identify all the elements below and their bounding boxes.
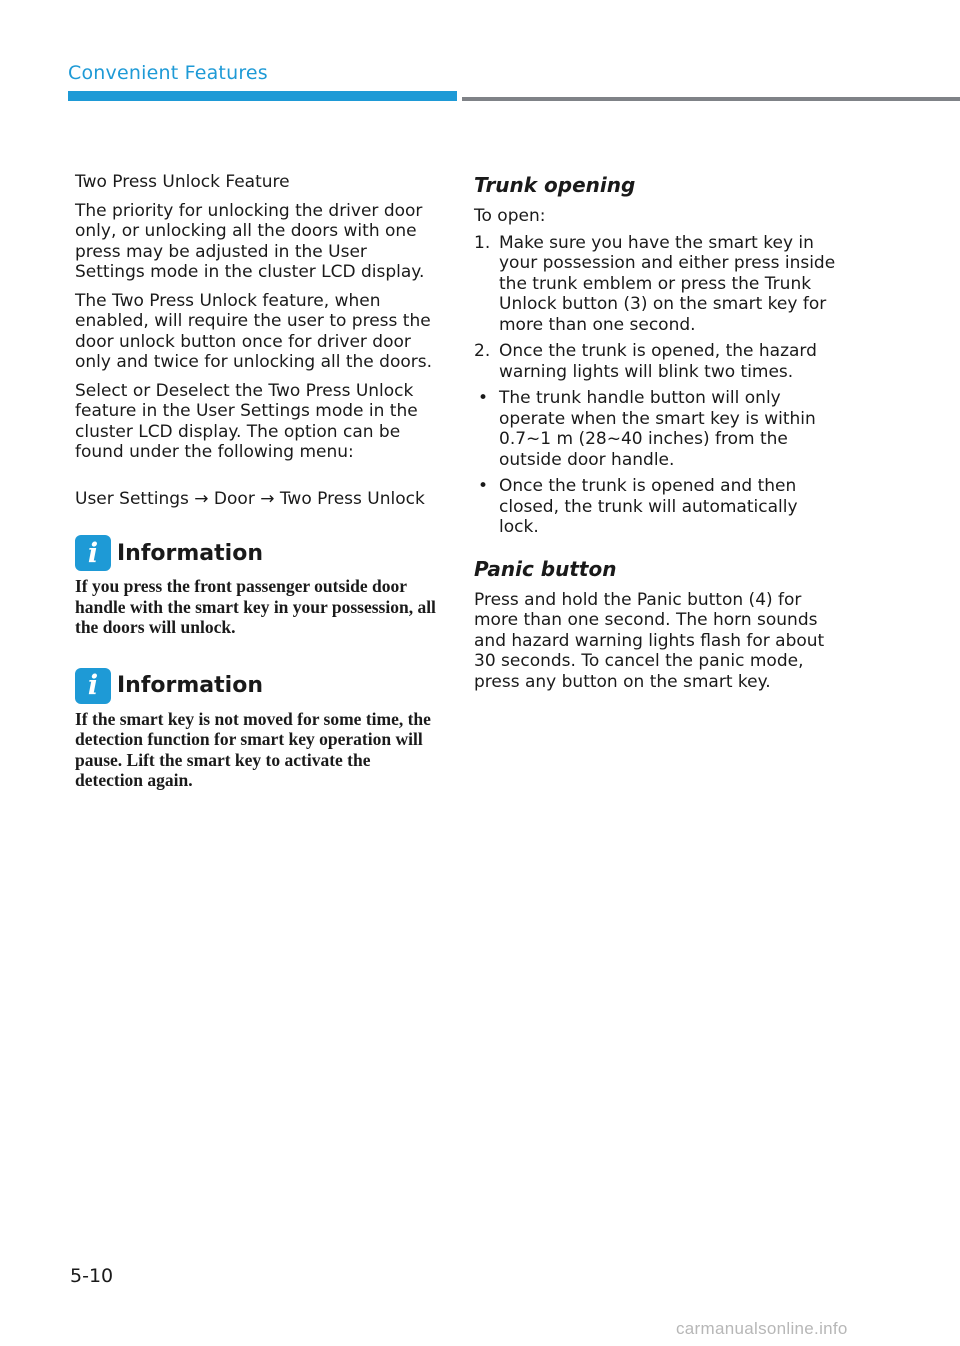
page-number: 5-10: [70, 1265, 114, 1287]
right-column: [474, 172, 839, 692]
step-text: Make sure you have the smart key in your possession and either press inside the trunk emblem or press the Trunk Unlock button (3) on the smart key for more than one second.: [499, 232, 836, 335]
bullet-mark: •: [478, 476, 489, 496]
info-icon: i: [75, 668, 111, 704]
bullet-item: [474, 476, 839, 538]
information-box: [75, 535, 437, 638]
step-number: 2.: [474, 341, 491, 361]
bullet-text: The trunk handle button will only operate when the smart key is within 0.7~1 m (28~40 inches) from the outside door handle.: [499, 388, 816, 470]
information-title: Information: [117, 673, 263, 698]
information-box: [75, 668, 437, 791]
information-body: If the smart key is not moved for some time, the detection function for smart key operation will pause. Lift the smart key to activate the detection again.: [75, 708, 431, 790]
information-header: [75, 535, 437, 571]
header-rule-accent: [68, 91, 457, 101]
information-body: If you press the front passenger outside door handle with the smart key in your possession, all the doors will unlock.: [75, 576, 436, 637]
step-text: Once the trunk is opened, the hazard warning lights will blink two times.: [499, 341, 817, 382]
menu-path: User Settings → Door → Two Press Unlock: [75, 488, 425, 509]
watermark: carmanualsonline.info: [676, 1319, 848, 1338]
paragraph: Select or Deselect the Two Press Unlock feature in the User Settings mode in the cluster LCD display. The option can be found under the following menu:: [75, 380, 418, 462]
bullet-text: Once the trunk is opened and then closed, the trunk will automatically lock.: [499, 476, 798, 537]
information-header: [75, 668, 437, 704]
numbered-step: [474, 341, 839, 382]
bullet-item: [474, 388, 839, 470]
step-number: 1.: [474, 232, 491, 253]
panic-button-heading: Panic button: [474, 556, 617, 581]
numbered-step: [474, 233, 839, 336]
section-title: Convenient Features: [68, 62, 268, 84]
trunk-intro: To open:: [474, 206, 546, 226]
left-column: [75, 172, 437, 791]
bullet-mark: •: [478, 388, 489, 408]
info-icon: i: [75, 535, 111, 571]
information-title: Information: [117, 540, 263, 566]
trunk-opening-heading: Trunk opening: [474, 173, 636, 197]
feature-title: Two Press Unlock Feature: [75, 172, 290, 192]
header-rule: [462, 97, 960, 101]
paragraph: The priority for unlocking the driver door only, or unlocking all the doors with one press may be adjusted in the User Settings mode in the cluster LCD display.: [75, 200, 425, 282]
panic-button-body: Press and hold the Panic button (4) for more than one second. The horn sounds and hazard warning lights flash for about 30 seconds. To cancel the panic mode, press any button on the smart key.: [474, 589, 825, 692]
paragraph: The Two Press Unlock feature, when enabled, will require the user to press the door unlock button once for driver door only and twice for unlocking all the doors.: [75, 290, 432, 372]
